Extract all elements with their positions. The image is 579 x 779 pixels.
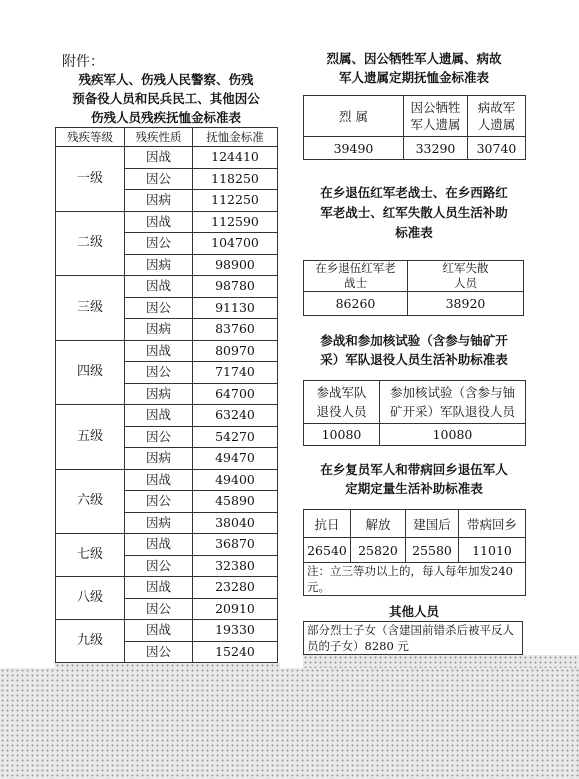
amount-cell: 112590 xyxy=(193,211,278,233)
table-row xyxy=(56,469,278,491)
value-cell: 38920 xyxy=(408,292,524,316)
table-row xyxy=(56,405,278,427)
nature-cell: 因公 xyxy=(125,362,193,384)
amount-cell: 104700 xyxy=(193,233,278,255)
amount-cell: 49400 xyxy=(193,469,278,491)
grade-cell: 六级 xyxy=(56,469,125,534)
table-row xyxy=(56,276,278,298)
scan-dot-overlay xyxy=(0,668,579,779)
title-line: 军人遗属定期抚恤金标准表 xyxy=(338,70,489,85)
table-row xyxy=(56,577,278,599)
amount-cell: 36870 xyxy=(193,534,278,556)
amount-cell: 20910 xyxy=(193,598,278,620)
header-cell: 病故军 人遗属 xyxy=(468,96,526,137)
nature-cell: 因病 xyxy=(125,383,193,405)
amount-cell: 83760 xyxy=(193,319,278,341)
nature-cell: 因公 xyxy=(125,426,193,448)
header-cell: 在乡退伍红军老 战士 xyxy=(304,261,408,292)
amount-cell: 19330 xyxy=(193,620,278,642)
amount-cell: 124410 xyxy=(193,147,278,169)
title-line: 采）军队退役人员生活补助标准表 xyxy=(320,352,508,367)
nuclear-table-title xyxy=(303,331,525,369)
title-line: 在乡复员军人和带病回乡退伍军人 xyxy=(320,462,508,477)
nature-cell: 因公 xyxy=(125,491,193,513)
others-title: 其他人员 xyxy=(388,604,439,619)
value-cell: 30740 xyxy=(468,137,526,160)
value-cell: 10080 xyxy=(304,424,380,446)
title-line: 定期定量生活补助标准表 xyxy=(345,481,483,496)
amount-cell: 91130 xyxy=(193,297,278,319)
nature-cell: 因战 xyxy=(125,276,193,298)
grade-cell: 七级 xyxy=(56,534,125,577)
veterans-table-title xyxy=(303,460,525,498)
table-row xyxy=(56,534,278,556)
nature-cell: 因病 xyxy=(125,254,193,276)
martyr-family-table xyxy=(303,95,526,160)
header-cell: 因公牺牲 军人遗属 xyxy=(404,96,468,137)
title-line: 烈属、因公牺牲军人遗属、病故 xyxy=(326,51,502,66)
header-cell: 解放 xyxy=(351,510,406,538)
value-cell: 25580 xyxy=(406,538,459,563)
attachment-label: 附件： xyxy=(62,54,104,70)
table-row xyxy=(56,211,278,233)
header-cell: 烈 属 xyxy=(304,96,404,137)
header-cell: 参加核试验（含参与铀 矿开采）军队退役人员 xyxy=(380,381,526,424)
header-cell: 参战军队 退役人员 xyxy=(304,381,380,424)
red-army-table xyxy=(303,260,524,316)
veterans-table xyxy=(303,509,526,596)
nature-cell: 因公 xyxy=(125,555,193,577)
disability-table-title xyxy=(55,70,277,127)
value-cell: 10080 xyxy=(380,424,526,446)
title-line: 军老战士、红军失散人员生活补助 xyxy=(320,205,508,220)
nature-cell: 因战 xyxy=(125,577,193,599)
header-cell: 抚恤金标准 xyxy=(193,128,278,147)
grade-cell: 五级 xyxy=(56,405,125,470)
grade-cell: 二级 xyxy=(56,211,125,276)
others-row: 部分烈士子女（含建国前错杀后被平反人员的子女）8280 元 xyxy=(304,622,523,655)
nature-cell: 因战 xyxy=(125,340,193,362)
nature-cell: 因病 xyxy=(125,319,193,341)
amount-cell: 71740 xyxy=(193,362,278,384)
amount-cell: 112250 xyxy=(193,190,278,212)
grade-cell: 三级 xyxy=(56,276,125,341)
note-cell: 注：立三等功以上的，每人每年加发240元。 xyxy=(304,563,526,596)
grade-cell: 一级 xyxy=(56,147,125,212)
amount-cell: 80970 xyxy=(193,340,278,362)
title-line: 预备役人员和民兵民工、其他因公 xyxy=(72,91,260,106)
table-row xyxy=(56,620,278,642)
table-row xyxy=(56,147,278,169)
amount-cell: 98900 xyxy=(193,254,278,276)
nature-cell: 因公 xyxy=(125,297,193,319)
disability-pension-table xyxy=(55,127,278,685)
nature-cell: 因公 xyxy=(125,598,193,620)
value-cell: 11010 xyxy=(459,538,526,563)
title-line: 在乡退伍红军老战士、在乡西路红 xyxy=(320,185,508,200)
amount-cell: 118250 xyxy=(193,168,278,190)
amount-cell: 63240 xyxy=(193,405,278,427)
amount-cell: 38040 xyxy=(193,512,278,534)
grade-cell: 四级 xyxy=(56,340,125,405)
nature-cell: 因战 xyxy=(125,534,193,556)
red-army-table-title xyxy=(303,183,525,243)
nature-cell: 因战 xyxy=(125,620,193,642)
title-line: 伤残人员残疾抚恤金标准表 xyxy=(90,110,241,125)
header-cell: 带病回乡 xyxy=(459,510,526,538)
nature-cell: 因公 xyxy=(125,641,193,663)
nature-cell: 因战 xyxy=(125,211,193,233)
header-cell: 残疾等级 xyxy=(56,128,125,147)
martyr-table-title xyxy=(303,49,525,87)
amount-cell: 15240 xyxy=(193,641,278,663)
nature-cell: 因公 xyxy=(125,233,193,255)
amount-cell: 23280 xyxy=(193,577,278,599)
title-line: 标准表 xyxy=(395,225,433,240)
header-cell: 红军失散 人员 xyxy=(408,261,524,292)
title-line: 参战和参加核试验（含参与铀矿开 xyxy=(320,333,508,348)
nature-cell: 因病 xyxy=(125,190,193,212)
nuclear-test-table xyxy=(303,380,526,446)
header-cell: 残疾性质 xyxy=(125,128,193,147)
scan-dot-overlay xyxy=(303,655,579,669)
nature-cell: 因战 xyxy=(125,469,193,491)
value-cell: 26540 xyxy=(304,538,351,563)
amount-cell: 64700 xyxy=(193,383,278,405)
nature-cell: 因病 xyxy=(125,512,193,534)
value-cell: 25820 xyxy=(351,538,406,563)
amount-cell: 32380 xyxy=(193,555,278,577)
header-cell: 抗日 xyxy=(304,510,351,538)
amount-cell: 49470 xyxy=(193,448,278,470)
nature-cell: 因战 xyxy=(125,147,193,169)
table-row xyxy=(56,340,278,362)
value-cell: 33290 xyxy=(404,137,468,160)
amount-cell: 45890 xyxy=(193,491,278,513)
grade-cell: 八级 xyxy=(56,577,125,620)
nature-cell: 因公 xyxy=(125,168,193,190)
nature-cell: 因战 xyxy=(125,405,193,427)
grade-cell: 九级 xyxy=(56,620,125,663)
amount-cell: 98780 xyxy=(193,276,278,298)
value-cell: 86260 xyxy=(304,292,408,316)
amount-cell: 54270 xyxy=(193,426,278,448)
value-cell: 39490 xyxy=(304,137,404,160)
nature-cell: 因病 xyxy=(125,448,193,470)
header-cell: 建国后 xyxy=(406,510,459,538)
title-line: 残疾军人、伤残人民警察、伤残 xyxy=(78,72,254,87)
